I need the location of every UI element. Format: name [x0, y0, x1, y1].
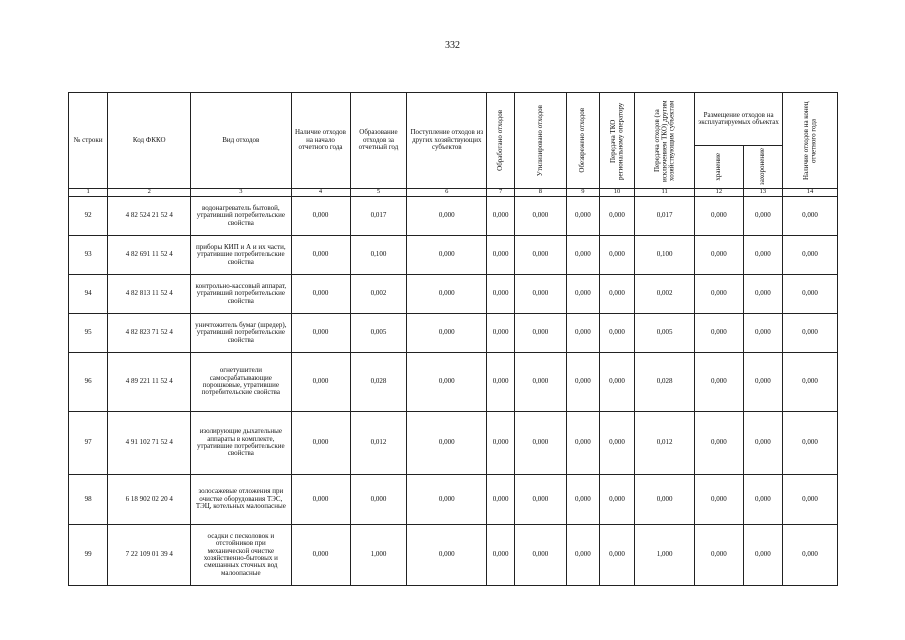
column-number: 11 — [635, 189, 695, 197]
value-cell: 0,000 — [599, 236, 634, 275]
value-cell: 0,000 — [743, 353, 782, 412]
column-number: 10 — [599, 189, 634, 197]
column-number: 8 — [515, 189, 567, 197]
value-cell: 0,000 — [743, 475, 782, 525]
header-start-balance: Наличие отходов на начало отчетного года — [291, 93, 350, 189]
header-processed — [487, 93, 515, 189]
value-cell: 0,012 — [635, 412, 695, 475]
header-utilized — [515, 93, 567, 189]
header-storage — [695, 146, 744, 189]
fkko-code: 6 18 902 02 20 4 — [108, 475, 191, 525]
value-cell: 0,000 — [515, 314, 567, 353]
value-cell: 0,000 — [599, 275, 634, 314]
value-cell: 0,000 — [566, 314, 599, 353]
header-end-balance — [783, 93, 838, 189]
value-cell: 0,000 — [743, 314, 782, 353]
waste-name: уничтожитель бумаг (шредер), утративший потребительские свойства — [191, 314, 291, 353]
table-row — [69, 236, 838, 275]
value-cell: 0,000 — [291, 314, 350, 353]
table-row — [69, 353, 838, 412]
value-cell: 0,100 — [635, 236, 695, 275]
value-cell: 0,000 — [407, 314, 487, 353]
value-cell: 0,000 — [599, 412, 634, 475]
header-processed-text: Обработано отходов — [495, 110, 504, 171]
value-cell: 0,000 — [291, 475, 350, 525]
waste-name: изолирующие дыхательные аппараты в комплекте, утратившие потребительские свойства — [191, 412, 291, 475]
value-cell: 0,000 — [515, 475, 567, 525]
column-number: 9 — [566, 189, 599, 197]
value-cell: 0,017 — [350, 197, 407, 236]
table-row — [69, 314, 838, 353]
value-cell: 0,000 — [783, 314, 838, 353]
value-cell: 0,000 — [695, 525, 744, 586]
value-cell: 0,000 — [783, 525, 838, 586]
row-number: 95 — [69, 314, 108, 353]
value-cell: 0,000 — [783, 353, 838, 412]
value-cell: 0,002 — [635, 275, 695, 314]
value-cell: 0,000 — [291, 412, 350, 475]
waste-name: золосажевые отложения при очистке оборудования ТЭС, ТЭЦ, котельных малоопасные — [191, 475, 291, 525]
value-cell: 0,017 — [635, 197, 695, 236]
header-neutralized-text: Обезврежено отходов — [578, 108, 587, 173]
value-cell: 0,000 — [695, 275, 744, 314]
value-cell: 0,000 — [487, 353, 515, 412]
fkko-code: 4 82 524 21 52 4 — [108, 197, 191, 236]
row-number: 96 — [69, 353, 108, 412]
value-cell: 0,000 — [743, 197, 782, 236]
value-cell: 0,000 — [487, 236, 515, 275]
header-to-operator-text: Передача ТКО региональному оператору — [608, 101, 624, 180]
value-cell: 0,000 — [783, 197, 838, 236]
value-cell: 0,000 — [487, 314, 515, 353]
fkko-code: 4 91 102 71 52 4 — [108, 412, 191, 475]
header-row-no: № строки — [69, 93, 108, 189]
value-cell: 0,000 — [566, 475, 599, 525]
header-utilized-text: Утилизировано отходов — [535, 104, 544, 177]
value-cell: 0,000 — [599, 475, 634, 525]
value-cell: 0,000 — [743, 412, 782, 475]
value-cell: 0,000 — [566, 353, 599, 412]
value-cell: 0,000 — [743, 275, 782, 314]
value-cell: 0,000 — [695, 236, 744, 275]
value-cell: 0,000 — [291, 197, 350, 236]
value-cell: 0,012 — [350, 412, 407, 475]
column-number: 12 — [695, 189, 744, 197]
value-cell: 0,000 — [783, 475, 838, 525]
waste-table — [68, 92, 838, 586]
value-cell: 0,000 — [291, 353, 350, 412]
fkko-code: 4 89 221 11 52 4 — [108, 353, 191, 412]
value-cell: 0,000 — [515, 236, 567, 275]
value-cell: 0,100 — [350, 236, 407, 275]
table-row — [69, 197, 838, 236]
value-cell: 0,000 — [566, 197, 599, 236]
value-cell: 0,000 — [743, 525, 782, 586]
value-cell: 0,000 — [599, 197, 634, 236]
value-cell: 0,000 — [407, 412, 487, 475]
column-numbers-row — [69, 189, 838, 197]
value-cell: 0,005 — [635, 314, 695, 353]
value-cell: 0,000 — [487, 275, 515, 314]
header-burial-text: захоронение — [758, 148, 767, 186]
column-number: 13 — [743, 189, 782, 197]
row-number: 98 — [69, 475, 108, 525]
value-cell: 0,000 — [291, 275, 350, 314]
value-cell: 0,000 — [599, 314, 634, 353]
column-number: 7 — [487, 189, 515, 197]
value-cell: 0,000 — [783, 275, 838, 314]
value-cell: 0,000 — [487, 197, 515, 236]
value-cell: 1,000 — [350, 525, 407, 586]
value-cell: 0,028 — [635, 353, 695, 412]
value-cell: 0,000 — [407, 525, 487, 586]
value-cell: 0,000 — [515, 353, 567, 412]
row-number: 93 — [69, 236, 108, 275]
value-cell: 0,000 — [695, 475, 744, 525]
column-number: 4 — [291, 189, 350, 197]
header-to-others-text: Передача отходов (за исключением ТКО) другим хозяйствующим субъектам — [652, 99, 676, 182]
fkko-code: 4 82 691 11 52 4 — [108, 236, 191, 275]
value-cell: 0,000 — [783, 236, 838, 275]
value-cell: 0,000 — [407, 353, 487, 412]
header-waste-type: Вид отходов — [191, 93, 291, 189]
column-number: 2 — [108, 189, 191, 197]
value-cell: 0,000 — [487, 412, 515, 475]
header-neutralized — [566, 93, 599, 189]
header-to-operator — [599, 93, 634, 189]
waste-name: осадки с песколовок и отстойников при механической очистке хозяйственно-бытовых и смешанных сточных вод малоопасные — [191, 525, 291, 586]
row-number: 92 — [69, 197, 108, 236]
value-cell: 0,000 — [566, 525, 599, 586]
value-cell: 0,000 — [407, 236, 487, 275]
value-cell: 0,000 — [487, 525, 515, 586]
header-fkko: Код ФККО — [108, 93, 191, 189]
value-cell: 0,000 — [407, 275, 487, 314]
value-cell: 0,000 — [635, 475, 695, 525]
value-cell: 0,000 — [695, 412, 744, 475]
value-cell: 0,000 — [515, 412, 567, 475]
header-received: Поступление отходов из других хозяйствующих субъектов — [407, 93, 487, 189]
value-cell: 0,000 — [515, 275, 567, 314]
header-placement: Размещение отходов на эксплуатируемых объектах — [695, 93, 783, 146]
column-number: 1 — [69, 189, 108, 197]
column-number: 5 — [350, 189, 407, 197]
waste-name: огнетушители самосрабатывающие порошковые, утратившие потребительские свойства — [191, 353, 291, 412]
value-cell: 0,000 — [291, 236, 350, 275]
table-row — [69, 475, 838, 525]
fkko-code: 4 82 813 11 52 4 — [108, 275, 191, 314]
value-cell: 0,000 — [407, 475, 487, 525]
column-number: 6 — [407, 189, 487, 197]
value-cell: 0,000 — [515, 197, 567, 236]
header-storage-text: хранение — [714, 153, 723, 181]
header-end-balance-text: Наличие отходов на конец отчетного года — [801, 101, 818, 180]
table-row — [69, 275, 838, 314]
table-body — [69, 197, 838, 586]
value-cell: 0,000 — [599, 353, 634, 412]
fkko-code: 7 22 109 01 39 4 — [108, 525, 191, 586]
header-burial — [743, 146, 782, 189]
row-number: 94 — [69, 275, 108, 314]
header-generated: Образование отходов за отчетный год — [350, 93, 407, 189]
waste-name: водонагреватель бытовой, утративший потребительские свойства — [191, 197, 291, 236]
waste-name: контрольно-кассовый аппарат, утративший потребительские свойства — [191, 275, 291, 314]
value-cell: 0,000 — [695, 197, 744, 236]
value-cell: 0,000 — [566, 412, 599, 475]
value-cell: 0,000 — [599, 525, 634, 586]
waste-name: приборы КИП и А и их части, утратившие потребительские свойства — [191, 236, 291, 275]
value-cell: 0,000 — [291, 525, 350, 586]
value-cell: 0,000 — [783, 412, 838, 475]
page-number: 332 — [445, 40, 460, 51]
value-cell: 0,000 — [566, 236, 599, 275]
table-row — [69, 525, 838, 586]
table-row — [69, 412, 838, 475]
value-cell: 0,000 — [515, 525, 567, 586]
value-cell: 0,000 — [695, 353, 744, 412]
value-cell: 0,000 — [487, 475, 515, 525]
row-number: 97 — [69, 412, 108, 475]
value-cell: 0,002 — [350, 275, 407, 314]
value-cell: 0,000 — [566, 275, 599, 314]
fkko-code: 4 82 823 71 52 4 — [108, 314, 191, 353]
value-cell: 1,000 — [635, 525, 695, 586]
value-cell: 0,000 — [350, 475, 407, 525]
column-number: 3 — [191, 189, 291, 197]
value-cell: 0,000 — [695, 314, 744, 353]
value-cell: 0,028 — [350, 353, 407, 412]
row-number: 99 — [69, 525, 108, 586]
value-cell: 0,000 — [743, 236, 782, 275]
header-to-others — [635, 93, 695, 189]
column-number: 14 — [783, 189, 838, 197]
value-cell: 0,005 — [350, 314, 407, 353]
value-cell: 0,000 — [407, 197, 487, 236]
